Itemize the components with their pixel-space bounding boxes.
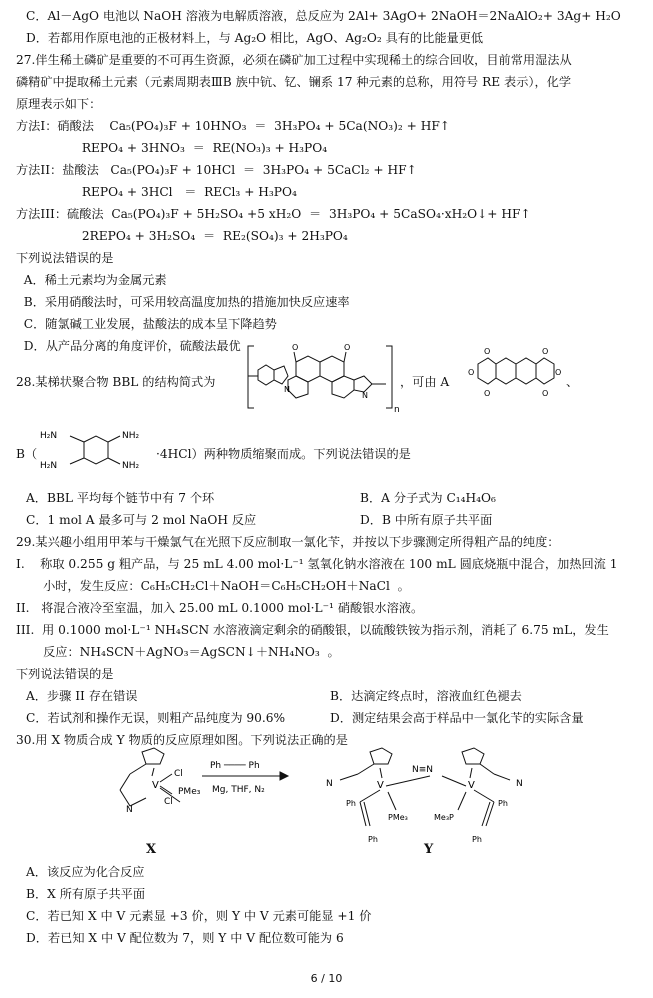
q28-option-b: B．A 分子式为 C₁₄H₄O₆ xyxy=(360,491,496,505)
svg-text:NH₂: NH₂ xyxy=(122,431,140,441)
method-1-eq-1: 方法I：硝酸法 Ca₅(PO₄)₃F + 10HNO₃ ＝ 3H₃PO₄ + 5Ca(NO₃)₂ + HF↑ xyxy=(16,119,451,133)
svg-text:N: N xyxy=(326,779,333,789)
svg-text:O: O xyxy=(484,389,491,398)
q29-question: 下列说法错误的是 xyxy=(16,667,114,681)
compound-b-structure xyxy=(36,424,152,490)
q29-step-1-cont: 小时，发生反应：C₆H₅CH₂Cl＋NaOH＝C₆H₅CH₂OH＋NaCl 。 xyxy=(16,579,410,593)
svg-text:O: O xyxy=(468,368,475,377)
page-number: 6 / 10 xyxy=(310,972,343,985)
svg-text:V: V xyxy=(377,780,384,791)
q29-step-3: III. 用 0.1000 mol·L⁻¹ NH₄SCN 水溶液滴定剩余的硝酸银，以硫酸铁铵为指示剂，消耗了 6.75 mL，发生 xyxy=(16,623,609,637)
svg-text:Cl: Cl xyxy=(174,769,183,779)
method-3-eq-2: 2REPO₄ + 3H₂SO₄ ＝ RE₂(SO₄)₃ + 2H₃PO₄ xyxy=(16,229,348,243)
svg-text:O: O xyxy=(542,347,549,356)
q29-stem: 29.某兴趣小组用甲苯与干燥氯气在光照下反应制取一氯化苄，并按以下步骤测定所得粗产品的纯度： xyxy=(16,535,560,549)
svg-text:N: N xyxy=(516,779,523,789)
polymer-n-label: n xyxy=(394,405,400,414)
reagent-bottom: Mg, THF, N₂ xyxy=(212,785,265,795)
q26-option-d: D．若都用作原电池的正极材料上，与 Ag₂O 相比，AgO、Ag₂O₂ 具有的比能量更低 xyxy=(26,31,484,45)
q27-option-b: B．采用硝酸法时，可采用较高温度加热的措施加快反应速率 xyxy=(16,295,350,309)
svg-text:NH₂: NH₂ xyxy=(122,461,140,471)
method-2-eq-1: 方法II：盐酸法 Ca₅(PO₄)₃F + 10HCl ＝ 3H₃PO₄ + 5CaCl₂ + HF↑ xyxy=(16,163,417,177)
svg-text:Ph: Ph xyxy=(472,835,482,844)
q30-option-a: A．该反应为化合反应 xyxy=(26,865,145,879)
svg-text:O: O xyxy=(344,343,351,352)
q29-step-2: II. 将混合液冷至室温，加入 25.00 mL 0.1000 mol·L⁻¹ 硝酸银水溶液。 xyxy=(16,601,424,615)
svg-text:H₂N: H₂N xyxy=(40,461,58,471)
q29-step-1: I. 称取 0.255 g 粗产品，与 25 mL 4.00 mol·L⁻¹ 氢氧化钠水溶液在 100 mL 圆底烧瓶中混合，加热回流 1 xyxy=(16,557,618,571)
q26-option-c: C．Al－AgO 电池以 NaOH 溶液为电解质溶液，总反应为 2Al+ 3AgO+ 2NaOH＝2NaAlO₂+ 3Ag+ H₂O xyxy=(26,9,621,23)
q29-option-a: A．步骤 II 存在错误 xyxy=(26,689,138,703)
svg-text:Ph: Ph xyxy=(498,799,508,808)
reagent-top: Ph ──── Ph xyxy=(210,761,260,771)
svg-text:H₂N: H₂N xyxy=(40,431,58,441)
q29-option-b: B．达滴定终点时，溶液血红色褪去 xyxy=(330,689,522,703)
q30-option-b: B．X 所有原子共平面 xyxy=(26,887,146,901)
svg-text:N: N xyxy=(362,391,368,400)
q28-stem-mid: ，可由 A xyxy=(400,375,450,389)
svg-text:PMe₃: PMe₃ xyxy=(178,787,201,797)
q27-option-c: C．随氯碱工业发展，盐酸法的成本呈下降趋势 xyxy=(16,317,277,331)
svg-text:N≡N: N≡N xyxy=(412,765,434,775)
svg-text:N: N xyxy=(126,805,133,815)
q30-option-d: D．若已知 X 中 V 配位数为 7，则 Y 中 V 配位数可能为 6 xyxy=(26,931,344,945)
method-3-eq-1: 方法III：硫酸法 Ca₅(PO₄)₃F + 5H₂SO₄ +5 xH₂O ＝ 3H₃PO₄ + 5CaSO₄·xH₂O↓+ HF↑ xyxy=(16,207,531,221)
q27-option-a: A．稀土元素均为金属元素 xyxy=(16,273,167,287)
q28-stem-end: 、 xyxy=(566,375,579,389)
svg-text:V: V xyxy=(152,780,159,791)
q27-question: 下列说法错误的是 xyxy=(16,251,114,265)
svg-text:V: V xyxy=(468,780,475,791)
label-x: X xyxy=(146,842,157,857)
q30-reaction-scheme xyxy=(90,746,570,856)
q29-option-c: C．若试剂和操作无误，则粗产品纯度为 90.6% xyxy=(26,711,286,725)
svg-text:O: O xyxy=(555,368,562,377)
compound-a-structure xyxy=(458,344,564,410)
method-2-eq-2: REPO₄ + 3HCl ＝ RECl₃ + H₃PO₄ xyxy=(16,185,297,199)
q27-stem-1: 27.伴生稀土磷矿是重要的不可再生资源，必须在磷矿加工过程中实现稀土的综合回收，目前常用湿法从 xyxy=(16,53,572,67)
compound-b-prefix: B（ xyxy=(16,447,38,461)
q27-stem-2: 磷精矿中提取稀土元素（元素周期表ⅢB 族中钪、钇、镧系 17 种元素的总称，用符号 RE 表示），化学 xyxy=(16,75,572,89)
label-y: Y xyxy=(424,842,434,857)
svg-text:Cl: Cl xyxy=(164,797,173,807)
svg-text:O: O xyxy=(484,347,491,356)
q29-step-3-cont: 反应：NH₄SCN＋AgNO₃＝AgSCN↓＋NH₄NO₃ 。 xyxy=(16,645,340,659)
q28-option-c: C．1 mol A 最多可与 2 mol NaOH 反应 xyxy=(26,513,257,527)
q28-stem: 28.某梯状聚合物 BBL 的结构简式为 xyxy=(16,375,216,389)
method-1-eq-2: REPO₄ + 3HNO₃ ＝ RE(NO₃)₃ + H₃PO₄ xyxy=(16,141,328,155)
q30-stem: 30.用 X 物质合成 Y 物质的反应原理如图。下列说法正确的是 xyxy=(16,733,348,747)
compound-b-suffix: ·4HCl）两种物质缩聚而成。下列说法错误的是 xyxy=(156,447,411,461)
svg-text:N: N xyxy=(284,385,290,394)
svg-text:O: O xyxy=(292,343,299,352)
q27-stem-3: 原理表示如下： xyxy=(16,97,102,111)
bbl-structure-image xyxy=(236,340,406,414)
svg-text:Ph: Ph xyxy=(368,835,378,844)
svg-text:Ph: Ph xyxy=(346,799,356,808)
svg-text:O: O xyxy=(542,389,549,398)
svg-text:PMe₃: PMe₃ xyxy=(388,813,408,822)
q28-option-d: D．B 中所有原子共平面 xyxy=(360,513,493,527)
q28-option-a: A．BBL 平均每个链节中有 7 个环 xyxy=(26,491,215,505)
q27-option-d: D．从产品分离的角度评价，硫酸法最优 xyxy=(16,339,241,353)
svg-text:Me₃P: Me₃P xyxy=(434,813,454,822)
q30-option-c: C．若已知 X 中 V 元素显 +3 价，则 Y 中 V 元素可能显 +1 价 xyxy=(26,909,372,923)
q29-option-d: D．测定结果会高于样品中一氯化苄的实际含量 xyxy=(330,711,584,725)
